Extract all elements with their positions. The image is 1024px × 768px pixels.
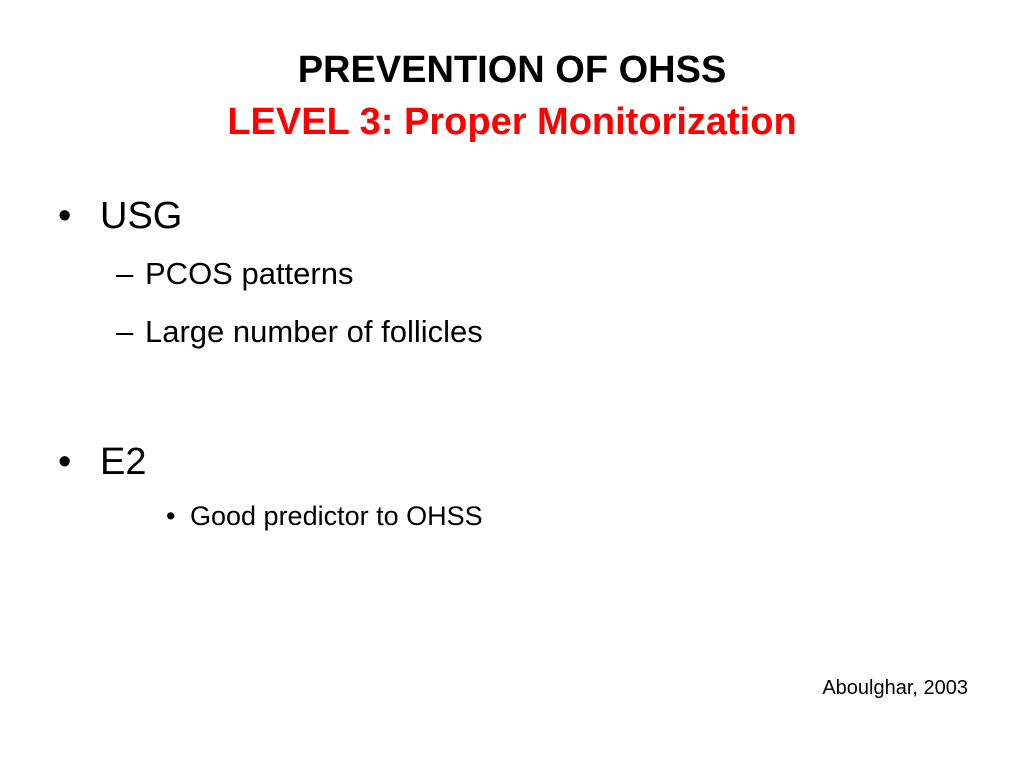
- bullet-mark: •: [58, 195, 72, 237]
- slide-title: PREVENTION OF OHSS: [297, 49, 727, 91]
- bullet-text: USG: [100, 195, 183, 237]
- sub-bullet-text: Good predictor to OHSS: [190, 501, 483, 531]
- bullet-mark: •: [58, 441, 72, 483]
- dash-mark: –: [116, 314, 134, 349]
- citation: Aboulghar, 2003: [822, 677, 968, 699]
- sub-bullet-text: PCOS patterns: [145, 256, 354, 291]
- bullet-mark: •: [166, 501, 176, 531]
- slide-subtitle: LEVEL 3: Proper Monitorization: [227, 101, 797, 143]
- dash-mark: –: [116, 256, 134, 291]
- bullet-text: E2: [100, 441, 147, 483]
- sub-bullet-text: Large number of follicles: [145, 314, 483, 349]
